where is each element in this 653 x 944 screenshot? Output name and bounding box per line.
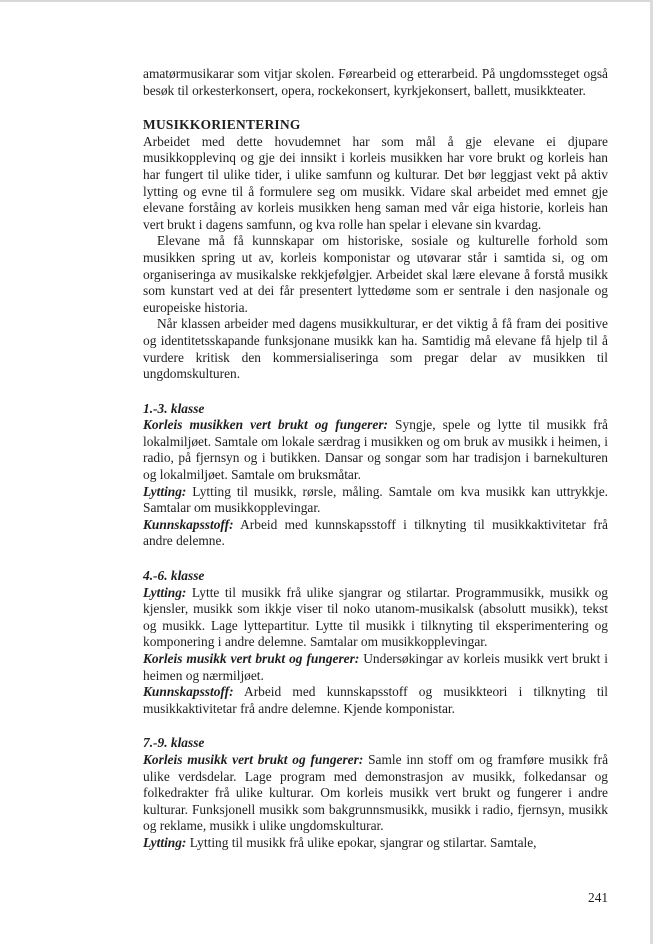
item-text: Lytte til musikk frå ulike sjangrar og stilartar. Programmusikk, musikk og kjensler, musikk som ikkje viser til noko utanom-musikalsk (absolutt musikk), tekst og musikk. Lage lyttepartitur. Lytte til musikk i tilknyting til eksperimentering og komponering i andre delemne. Samtalar om musikkopplevingar. — [143, 584, 608, 650]
item-label: Kunnskapsstoff: — [143, 684, 234, 700]
item-label: Korleis musikk vert brukt og fungerer: — [143, 651, 360, 666]
scan-edge-top — [0, 0, 653, 2]
item-text: Arbeid med kunnskapsstoff og musikkteori i tilknyting til musikkaktivitetar frå andre delemne. Kjende komponistar. — [143, 684, 608, 716]
section-heading: MUSIKKORIENTERING — [143, 117, 301, 133]
item-label: Korleis musikk vert brukt og fungerer: — [143, 751, 364, 767]
grade-section-7-9 — [143, 735, 608, 851]
grade-heading: 4.-6. klasse — [143, 568, 205, 584]
grade-item — [143, 684, 608, 717]
grade-item — [143, 651, 608, 684]
body-paragraph-3: Når klassen arbeider med dagens musikkulturar, er det viktig å få fram dei positive og identitetsskapande funksjonane musikk kan ha. Samtidig må elevane få hjelp til å vurdere kritisk den kommersialiseringa som pregar delar av musikken til ungdomskulturen. — [143, 316, 608, 382]
intro-paragraph: amatørmusikarar som vitjar skolen. Førearbeid og etterarbeid. På ungdomssteget også besøk til orkesterkonsert, opera, rockekonsert, kyrkjekonsert, ballett, musikkteater. — [143, 66, 608, 98]
body-paragraph-1: Arbeidet med dette hovudemnet har som mål å gje elevane ei djupare musikkopplevinq og gje dei innsikt i korleis musikken har vore brukt og korleis han har fungert til ulike tider, i ulike samfunn og kulturar. Det bør leggjast vekt på aktiv lytting og evne til å formulere seg om musikk. Vidare skal arbeidet med emnet gje elevane forståing av korleis musikken heng saman med vår eiga historie, korleis han vert brukt i dagens samfunn, og kva rolle han spelar i elevane sin kvardag. — [143, 133, 608, 232]
grade-heading: 1.-3. klasse — [143, 400, 205, 416]
item-text: Syngje, spele og lytte til musikk frå lokalmiljøet. Samtale om lokale særdrag i musikken og om bruk av musikk i heimen, i radio, på fjernsyn og i butikken. Dansar og songar som har tradisjon i barnekulturen og lokalmiljøet. Samtale om bruksmåtar. — [143, 417, 609, 483]
item-text: Undersøkingar av korleis musikk vert brukt i heimen og nærmiljøet. — [143, 651, 608, 683]
grade-section-1-3 — [143, 401, 608, 550]
item-text: Lytting til musikk, rørsle, måling. Samtale om kva musikk kan uttrykkje. Samtalar om musikkopplevingar. — [143, 483, 608, 516]
item-text: Arbeid med kunnskapsstoff i tilknyting til musikkaktivitetar frå andre delemne. — [143, 516, 608, 549]
item-label: Lytting: — [143, 834, 187, 850]
grade-section-4-6 — [143, 568, 608, 717]
grade-item — [143, 835, 608, 852]
item-label: Korleis musikken vert brukt og fungerer: — [143, 417, 389, 433]
grade-item — [143, 752, 608, 835]
grade-item — [143, 484, 608, 517]
grade-heading: 7.-9. klasse — [143, 735, 205, 751]
item-text: Lytting til musikk frå ulike epokar, sjangrar og stilartar. Samtale, — [186, 834, 537, 850]
grade-item — [143, 585, 608, 651]
page-body — [143, 66, 608, 852]
item-label: Lytting: — [143, 483, 187, 499]
item-text: Samle inn stoff om og framføre musikk frå ulike verdsdelar. Lage program med demonstrasjon av musikk, folkedansar og folkedrakter frå ulike kulturar. Om korleis musikk vert brukt og fungerer i andre kulturar. Funksjonell musikk som bakgrunnsmusikk, musikk i radio, fjernsyn, musikk og reklame, musikk i ulike ungdomskulturar. — [143, 751, 609, 834]
body-paragraph-2: Elevane må få kunnskapar om historiske, sosiale og kulturelle forhold som musikken spring ut av, korleis komponistar og utøvarar står i samtida si, og om organiseringa av musikalske rekkjefølgjer. Arbeidet skal lære elevane å forstå musikk som kunstart ved at dei får presentert lyttedøme som er sentrale i den nasjonale og europeiske historia. — [143, 233, 608, 315]
grade-item — [143, 417, 608, 483]
page-number: 241 — [588, 890, 609, 905]
grade-item — [143, 517, 608, 550]
item-label: Kunnskapsstoff: — [143, 516, 234, 532]
item-label: Lytting: — [143, 584, 187, 600]
